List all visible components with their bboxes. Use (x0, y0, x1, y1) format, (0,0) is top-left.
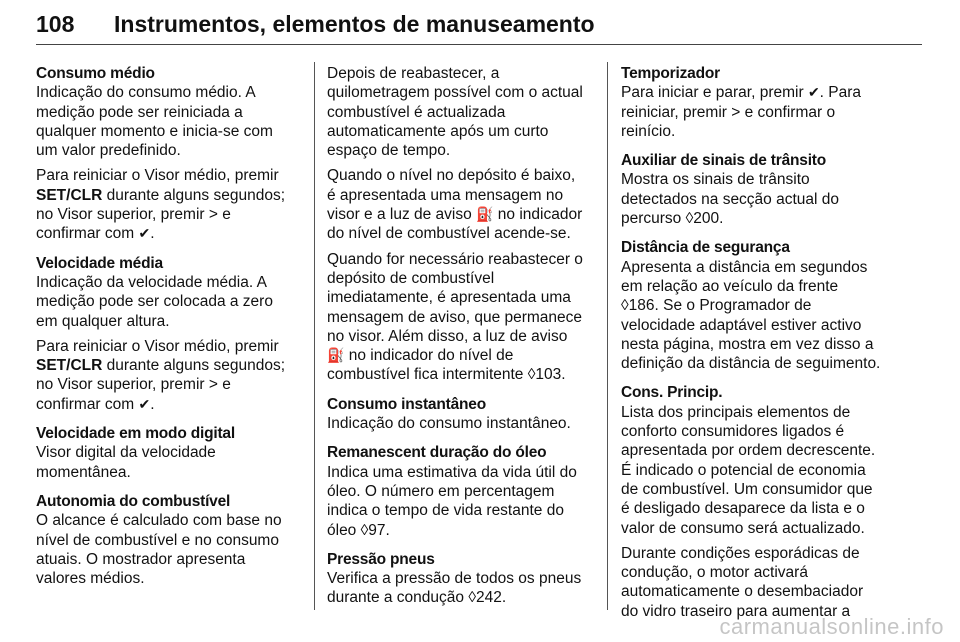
text-line (327, 346, 595, 365)
text-line: no visor. Além disso, a luz de aviso (327, 327, 568, 345)
text-line: mensagem de aviso, que permanece (327, 308, 583, 326)
page-ref[interactable]: 186. (628, 297, 659, 315)
text-line: é desligado desaparece da lista e o (621, 500, 865, 518)
section-heading: Consumo instantâneo (327, 395, 486, 413)
text-line: óleo. O número em percentagem (327, 482, 555, 500)
page-ref-icon: ◊ (360, 521, 369, 539)
section-velocidade-digital (36, 424, 304, 482)
text-line: velocidade adaptável estiver activo (621, 316, 862, 334)
text-run: e (217, 376, 231, 394)
text-line: valores médios. (36, 570, 145, 588)
section-oleo (327, 443, 595, 539)
paragraph (36, 511, 304, 588)
section-heading: Velocidade média (36, 254, 163, 272)
section-heading: Remanescent duração do óleo (327, 444, 547, 462)
page-ref[interactable]: 97. (368, 521, 390, 539)
section-velocidade-media (36, 254, 304, 414)
text-line: É indicado o potencial de economia (621, 461, 866, 479)
text-line: Depois de reabastecer, a (327, 65, 500, 82)
text-line: espaço de tempo. (327, 142, 451, 160)
text-line: Para reiniciar o Visor médio, premir (36, 167, 279, 185)
text-run: e (217, 206, 231, 224)
page-ref-icon: ◊ (685, 210, 694, 228)
column-1 (36, 64, 304, 598)
text-run: reiniciar, premir (621, 103, 732, 121)
text-line: em qualquer altura. (36, 312, 170, 330)
section-temporizador (621, 64, 891, 141)
text-line: nesta página, mostra em vez disso a (621, 335, 874, 353)
text-line (36, 186, 304, 205)
text-line: atuais. O mostrador apresenta (36, 550, 246, 568)
next-icon: > (208, 376, 218, 394)
text-line: Verifica a pressão de todos os pneus (327, 570, 582, 588)
text-line: depósito de combustível (327, 269, 495, 287)
text-line: Apresenta a distância em segundos (621, 258, 868, 276)
text-run: . Para (819, 84, 862, 102)
page-ref-icon: ◊ (621, 297, 629, 315)
text-line (621, 103, 891, 122)
text-line: definição da distância de seguimento. (621, 355, 881, 373)
page-ref[interactable]: 242. (476, 589, 507, 607)
text-line: reinício. (621, 122, 676, 140)
section-heading: Velocidade em modo digital (36, 425, 235, 443)
text-run: durante a condução (327, 589, 469, 607)
text-run: percurso (621, 210, 686, 228)
page-header (36, 6, 922, 45)
text-line: Indicação da velocidade média. A (36, 273, 267, 291)
text-run: no Visor superior, premir (36, 376, 209, 394)
text-line: em relação ao veículo da frente (621, 277, 839, 295)
text-line: Visor digital da velocidade (36, 444, 216, 462)
text-line: Para reiniciar o Visor médio, premir (36, 337, 279, 355)
check-icon: ✔ (138, 395, 151, 412)
check-icon: ✔ (807, 84, 820, 101)
page-ref-icon: ◊ (468, 589, 477, 607)
section-heading: Pressão pneus (327, 550, 435, 568)
text-line: Lista dos principais elementos de (621, 403, 851, 421)
column-2 (327, 64, 595, 618)
text-line: indica o tempo de vida restante do (327, 502, 564, 520)
text-line: nível de combustível e no consumo (36, 531, 279, 549)
section-distancia (621, 238, 891, 373)
next-icon: > (731, 103, 741, 121)
text-line (327, 205, 595, 224)
text-run: e confirmar o (740, 103, 836, 121)
paragraph (327, 64, 595, 160)
text-run: óleo (327, 521, 361, 539)
text-run: . (150, 395, 155, 413)
text-line: de combustível. Um consumidor que (621, 480, 873, 498)
section-cons-princip (621, 383, 891, 621)
section-heading: Consumo médio (36, 65, 155, 82)
text-line (36, 224, 304, 243)
paragraph (327, 250, 595, 385)
text-run: no indicador (493, 206, 583, 224)
text-line: imediatamente, é apresentada uma (327, 289, 571, 307)
text-line: detectados na secção actual do (621, 190, 840, 208)
fuel-icon: ⛽ (327, 347, 345, 364)
text-line: Quando for necessário reabastecer o (327, 250, 583, 268)
page-number: 108 (36, 11, 75, 37)
text-run: Se o Programador de (658, 297, 812, 315)
text-line: apresentada por ordem decrescente. (621, 442, 876, 460)
text-line: do nível de combustível acende-se. (327, 225, 571, 243)
text-line (327, 365, 595, 384)
text-run: durante alguns segundos; (102, 357, 286, 375)
text-line (36, 395, 304, 414)
button-name: SET/CLR (36, 186, 103, 204)
paragraph (36, 166, 304, 243)
text-line: Mostra os sinais de trânsito (621, 171, 810, 189)
text-line (36, 375, 304, 394)
text-line: automaticamente o desembaciador (621, 583, 864, 601)
paragraph (36, 273, 304, 331)
text-line: conforto consumidores ligados é (621, 423, 845, 441)
section-sinais (621, 151, 891, 228)
page-ref[interactable]: 200. (693, 210, 724, 228)
column-3 (621, 64, 891, 631)
paragraph (621, 544, 891, 621)
text-line: O alcance é calculado com base no (36, 512, 282, 530)
text-run: durante alguns segundos; (102, 186, 286, 204)
text-line (36, 356, 304, 375)
text-line: Quando o nível no depósito é baixo, (327, 167, 576, 185)
text-run: . (150, 225, 155, 243)
paragraph (36, 337, 304, 414)
text-line: um valor predefinido. (36, 142, 181, 160)
text-line: é apresentada uma mensagem no (327, 186, 564, 204)
section-consumo-medio (36, 64, 304, 244)
page-ref-icon: ◊ (527, 366, 536, 384)
watermark: carmanualsonline.info (719, 614, 944, 639)
text-run: Para iniciar e parar, premir (621, 84, 808, 102)
paragraph (36, 83, 304, 160)
paragraph (36, 443, 304, 482)
text-line: valor de consumo será actualizado. (621, 519, 865, 537)
section-heading: Cons. Princip. (621, 384, 723, 402)
text-line (327, 521, 595, 540)
paragraph (621, 403, 891, 538)
text-line: Durante condições esporádicas de (621, 544, 860, 562)
text-line: condução, o motor activará (621, 564, 808, 582)
text-run: visor e a luz de aviso (327, 206, 477, 224)
next-icon: > (208, 206, 218, 224)
text-line: combustível é actualizada (327, 103, 506, 121)
text-line: qualquer momento e inicia-se com (36, 122, 273, 140)
text-line (36, 205, 304, 224)
column-divider (607, 62, 608, 610)
text-line: momentânea. (36, 463, 131, 481)
text-line (327, 588, 595, 607)
text-line: quilometragem possível com o actual (327, 84, 583, 102)
paragraph (327, 166, 595, 243)
text-run: no Visor superior, premir (36, 206, 209, 224)
text-line: automaticamente após um curto (327, 122, 549, 140)
page-title: Instrumentos, elementos de manuseamento (114, 11, 595, 37)
section-heading: Temporizador (621, 65, 720, 82)
text-line: Indicação do consumo instantâneo. (327, 415, 571, 433)
section-consumo-instantaneo (327, 395, 595, 434)
text-run: no indicador do nível de (344, 347, 514, 365)
section-autonomia (36, 492, 304, 588)
page-ref[interactable]: 103. (535, 366, 566, 384)
fuel-icon: ⛽ (476, 206, 494, 223)
text-line: medição pode ser reiniciada a (36, 103, 243, 121)
text-line: do vidro traseiro para aumentar a (621, 602, 851, 620)
check-icon: ✔ (138, 225, 151, 242)
button-name: SET/CLR (36, 357, 103, 375)
text-line: Indicação do consumo médio. A (36, 84, 256, 102)
text-line: Indica uma estimativa da vida útil do (327, 463, 577, 481)
section-heading: Distância de segurança (621, 239, 790, 257)
text-line (621, 209, 891, 228)
section-pneus (327, 550, 595, 608)
text-run: confirmar com (36, 395, 139, 413)
section-heading: Autonomia do combustível (36, 492, 231, 510)
text-run: combustível fica intermitente (327, 366, 528, 384)
text-run: confirmar com (36, 225, 139, 243)
column-divider (314, 62, 315, 610)
text-line (621, 83, 891, 102)
section-heading: Auxiliar de sinais de trânsito (621, 152, 827, 170)
text-line (621, 296, 891, 315)
text-line: medição pode ser colocada a zero (36, 293, 273, 311)
